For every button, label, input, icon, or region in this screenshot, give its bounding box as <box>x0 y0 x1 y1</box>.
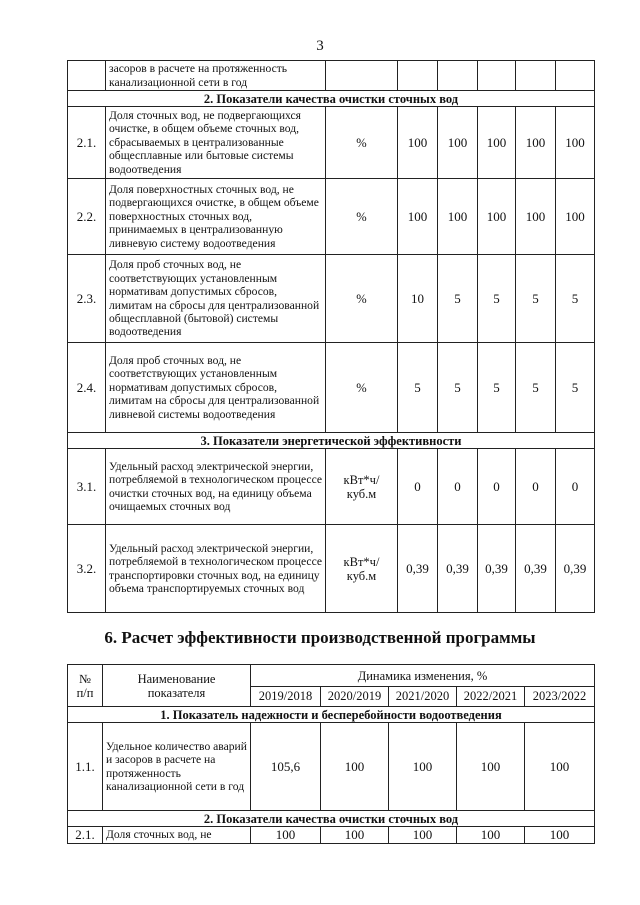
row-value: 100 <box>438 107 478 179</box>
row-description: засоров в расчете на протяженность канализационной сети в год <box>106 61 326 91</box>
row-unit <box>326 525 398 613</box>
row-number: 2.2. <box>68 179 106 255</box>
row-value: 5 <box>438 343 478 433</box>
header-row <box>68 665 595 687</box>
row-value: 0,39 <box>478 525 516 613</box>
row-description: Доля сточных вод, не подвергающихся очистке, в общем объеме сточных вод, сбрасываемых в централизованные общесплавные или бытовые системы водоотведения <box>106 107 326 179</box>
year-header: 2023/2022 <box>525 687 595 707</box>
row-number: 1.1. <box>68 723 103 811</box>
row-unit: % <box>326 179 398 255</box>
row-value: 0 <box>398 449 438 525</box>
section-row <box>68 433 595 449</box>
row-value: 5 <box>516 255 556 343</box>
unit-line: кВт*ч/ <box>343 554 380 569</box>
table-row <box>68 449 595 525</box>
row-number: 3.2. <box>68 525 106 613</box>
page-number: 3 <box>316 38 324 54</box>
row-unit: % <box>326 107 398 179</box>
section-row <box>68 707 595 723</box>
row-value: 100 <box>556 107 595 179</box>
efficiency-table <box>67 664 595 844</box>
section-title: 2. Показатели качества очистки сточных вод <box>68 91 595 107</box>
row-unit: % <box>326 343 398 433</box>
row-value: 100 <box>438 179 478 255</box>
row-value: 0,39 <box>556 525 595 613</box>
row-value: 100 <box>251 827 321 844</box>
unit-line: куб.м <box>346 486 377 501</box>
header-line: п/п <box>76 685 94 700</box>
table-row <box>68 343 595 433</box>
table-row <box>68 723 595 811</box>
row-value: 0 <box>516 449 556 525</box>
row-value: 100 <box>516 107 556 179</box>
row-value: 5 <box>478 343 516 433</box>
row-value: 100 <box>525 827 595 844</box>
row-value: 100 <box>321 827 389 844</box>
header-line: Наименование <box>137 671 216 686</box>
year-header: 2019/2018 <box>251 687 321 707</box>
row-value: 100 <box>478 107 516 179</box>
row-value: 0,39 <box>516 525 556 613</box>
table-row <box>68 179 595 255</box>
row-value: 100 <box>478 179 516 255</box>
section-row <box>68 91 595 107</box>
row-description: Доля проб сточных вод, не соответствующих установленным нормативам допустимых сбросов, лимитам на сбросы для централизованной общесплавной (бытовой) системы водоотведения <box>106 255 326 343</box>
row-description: Удельный расход электрической энергии, потребляемой в технологическом процессе очистки сточных вод, на единицу объема очищаемых сточных вод <box>106 449 326 525</box>
row-description: Доля поверхностных сточных вод, не подвергающихся очистке, в общем объеме поверхностных сточных вод, принимаемых в централизованную ливневую систему водоотведения <box>106 179 326 255</box>
header-line: показателя <box>147 685 206 700</box>
row-value: 5 <box>478 255 516 343</box>
row-value: 100 <box>525 723 595 811</box>
row-number: 2.3. <box>68 255 106 343</box>
row-description: Доля проб сточных вод, не соответствующих установленным нормативам допустимых сбросов, лимитам на сбросы для централизованной ливневой системы водоотведения <box>106 343 326 433</box>
col-header-dynamics: Динамика изменения, % <box>251 665 595 687</box>
row-value: 100 <box>516 179 556 255</box>
row-description: Удельное количество аварий и засоров в расчете на протяженность канализационной сети в год <box>103 723 251 811</box>
indicators-table <box>67 60 595 613</box>
row-number: 2.1. <box>68 827 103 844</box>
row-number: 3.1. <box>68 449 106 525</box>
col-header-number <box>68 665 103 707</box>
row-number: 2.4. <box>68 343 106 433</box>
col-header-name <box>103 665 251 707</box>
section-heading: 6. Расчет эффективности производственной программы <box>104 628 536 647</box>
row-description: Удельный расход электрической энергии, потребляемой в технологическом процессе транспортировки сточных вод, на единицу объема транспортируемых сточных вод <box>106 525 326 613</box>
table-row <box>68 525 595 613</box>
row-value: 0 <box>556 449 595 525</box>
table-row <box>68 255 595 343</box>
row-value: 100 <box>457 723 525 811</box>
row-unit: % <box>326 255 398 343</box>
row-value: 10 <box>398 255 438 343</box>
row-value: 100 <box>457 827 525 844</box>
row-value: 100 <box>389 723 457 811</box>
row-value: 5 <box>398 343 438 433</box>
row-number: 2.1. <box>68 107 106 179</box>
year-header: 2020/2019 <box>321 687 389 707</box>
year-header: 2021/2020 <box>389 687 457 707</box>
row-value: 100 <box>389 827 457 844</box>
row-value: 5 <box>556 343 595 433</box>
header-line: № <box>79 671 91 686</box>
row-value: 0 <box>478 449 516 525</box>
row-value: 100 <box>398 179 438 255</box>
row-description: Доля сточных вод, не <box>103 827 251 844</box>
table-row <box>68 827 595 844</box>
section-title: 3. Показатели энергетической эффективности <box>68 433 595 449</box>
unit-line: куб.м <box>346 568 377 583</box>
row-unit <box>326 449 398 525</box>
row-value: 5 <box>516 343 556 433</box>
year-header: 2022/2021 <box>457 687 525 707</box>
row-value: 0 <box>438 449 478 525</box>
row-value: 0,39 <box>398 525 438 613</box>
section-row <box>68 811 595 827</box>
row-value: 100 <box>321 723 389 811</box>
table-row <box>68 107 595 179</box>
table-row <box>68 61 595 91</box>
row-value: 5 <box>556 255 595 343</box>
row-value: 100 <box>556 179 595 255</box>
row-value: 100 <box>398 107 438 179</box>
section-title: 1. Показатель надежности и бесперебойности водоотведения <box>68 707 595 723</box>
row-value: 5 <box>438 255 478 343</box>
section-title: 2. Показатели качества очистки сточных вод <box>68 811 595 827</box>
row-value: 105,6 <box>251 723 321 811</box>
row-value: 0,39 <box>438 525 478 613</box>
unit-line: кВт*ч/ <box>343 472 380 487</box>
